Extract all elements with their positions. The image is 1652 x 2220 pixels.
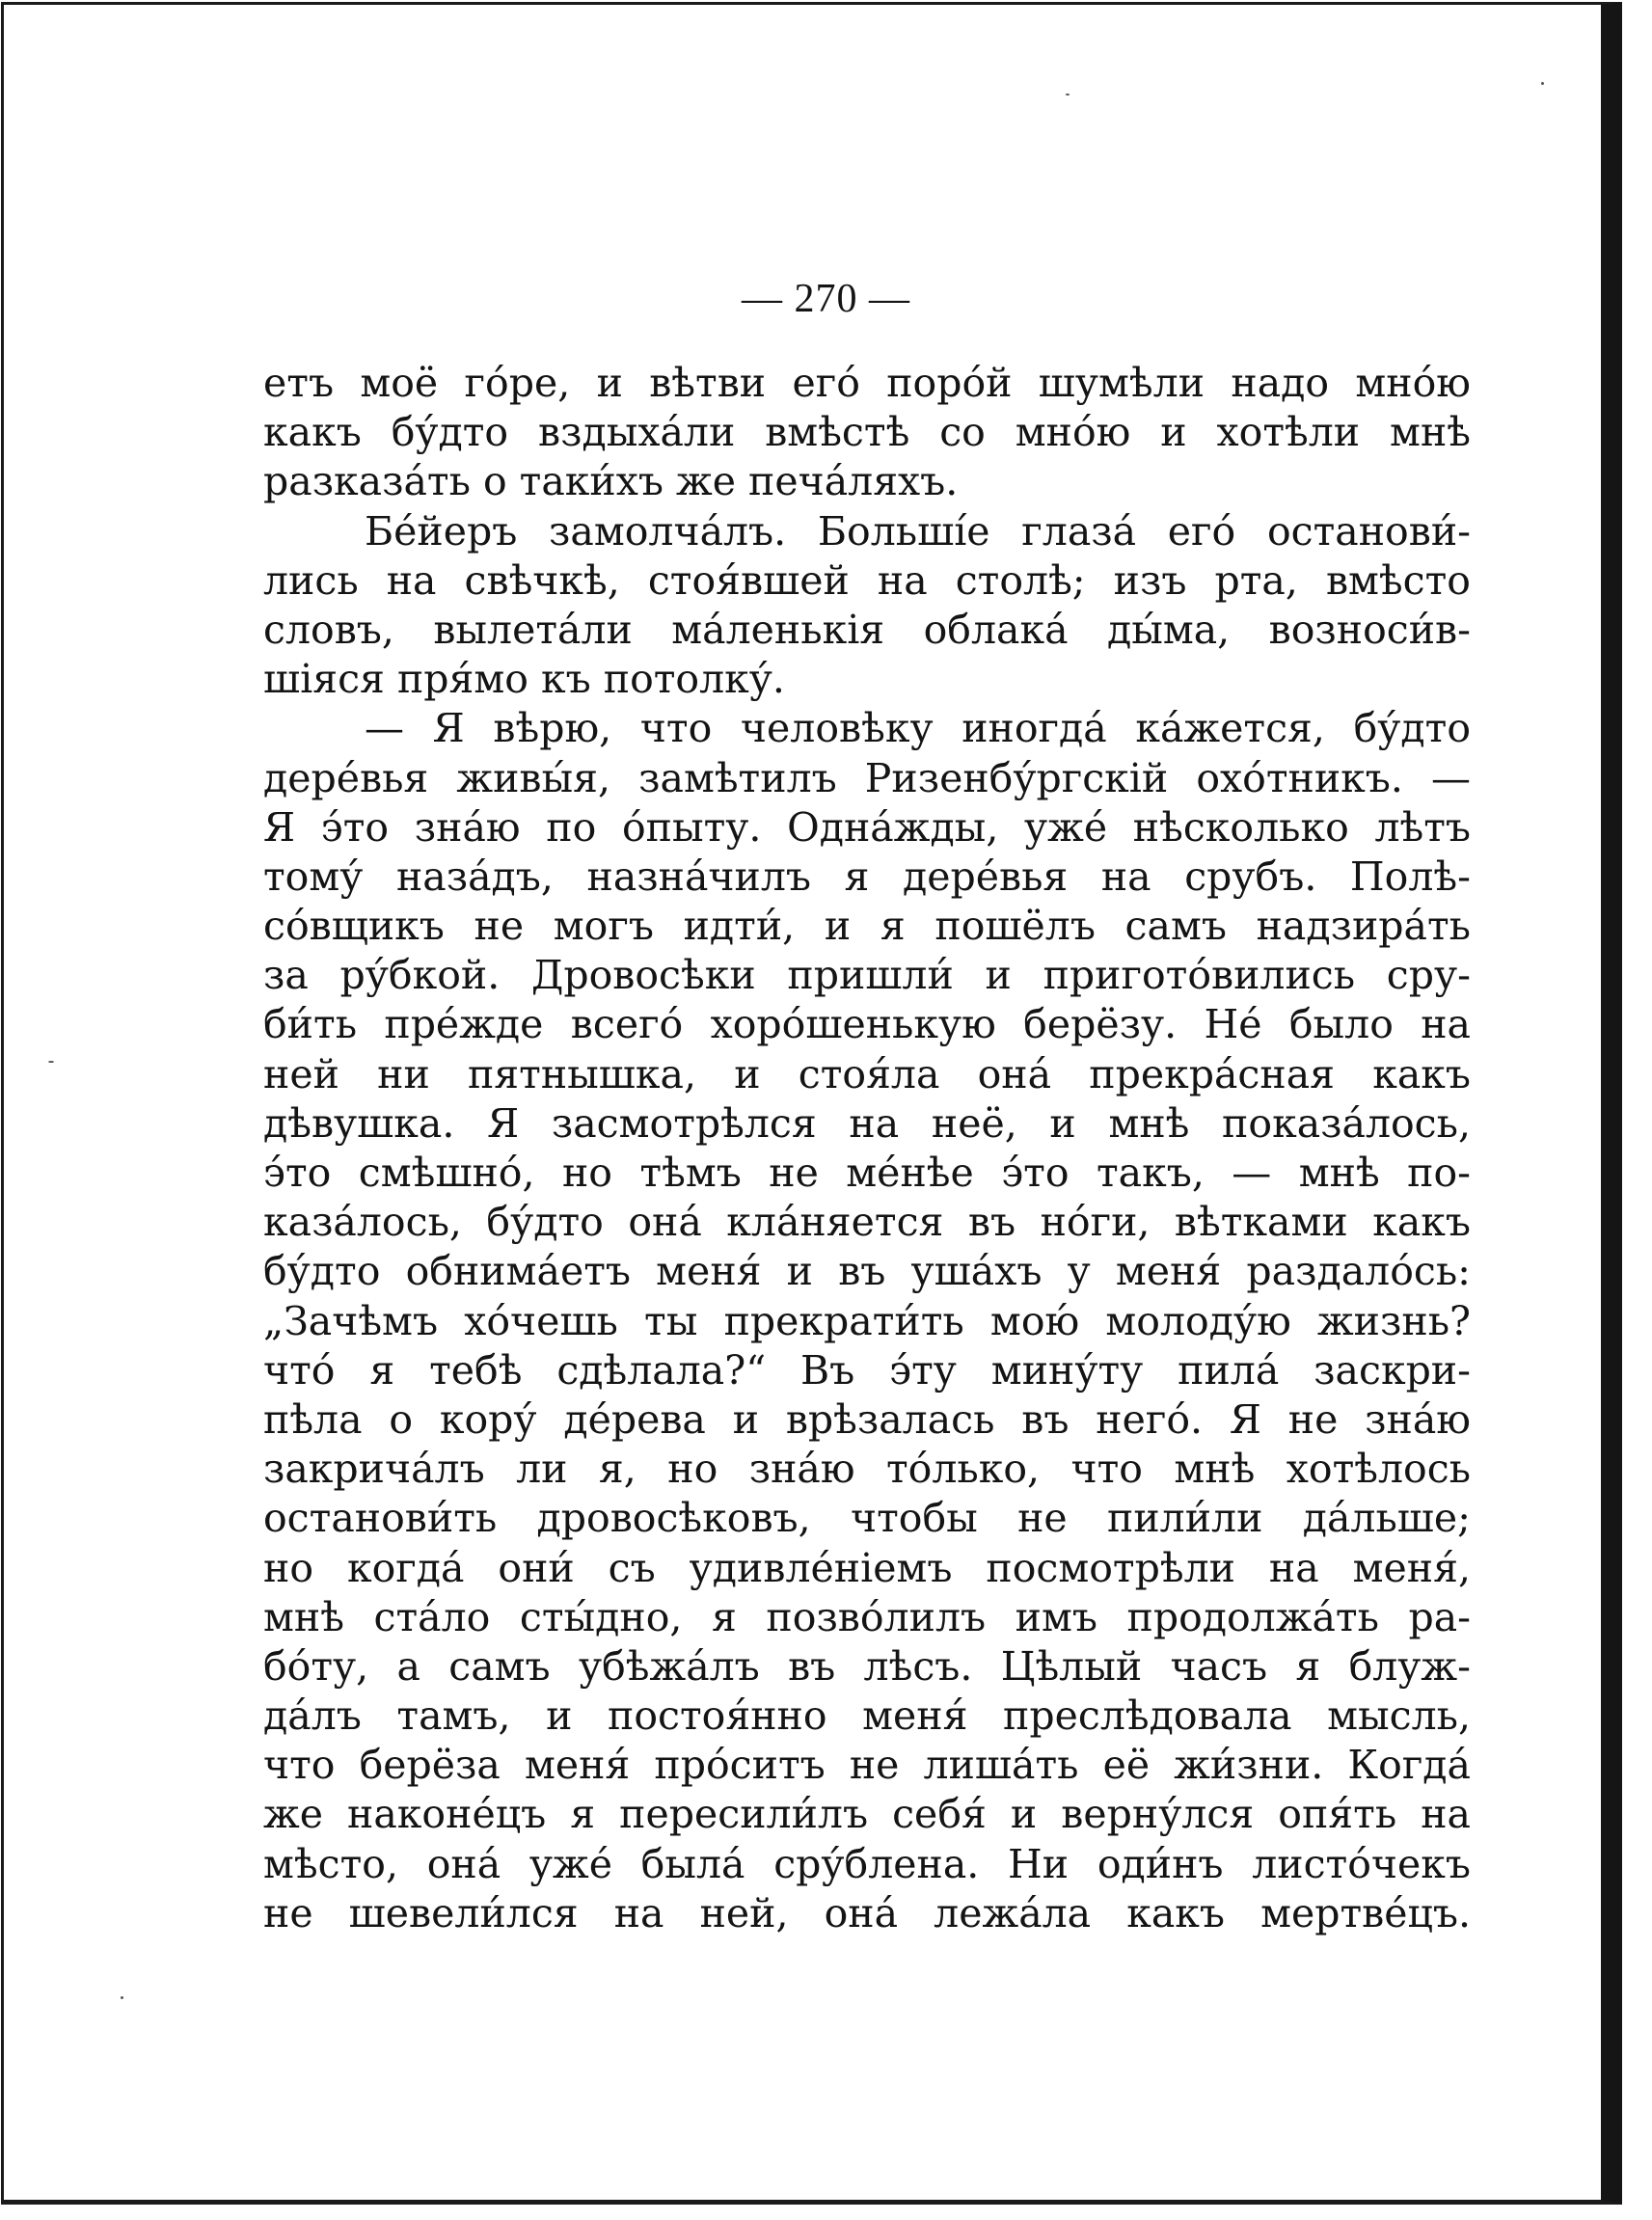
scan-speck xyxy=(121,1996,123,1999)
text-line: со́вщикъ не могъ идти́, и я пошёлъ самъ надзира́ть xyxy=(263,903,1471,950)
text-line: что́ я тебѣ сдѣлала?“ Въ э́ту мину́ту пила́ заскри- xyxy=(263,1346,1471,1394)
text-line: дере́вья живы́я, замѣтилъ Ризенбу́ргскій охо́тникъ. — xyxy=(263,754,1471,801)
text-line: Бе́йеръ замолча́лъ. Больші́е глаза́ его́ останови́- xyxy=(365,507,1471,555)
text-line: но когда́ они́ съ удивле́ніемъ посмотрѣли на меня́, xyxy=(263,1544,1471,1591)
body-text xyxy=(263,359,1471,1938)
text-line: словъ, вылета́ли ма́ленькія облака́ ды́ма, возноси́в- xyxy=(263,606,1471,653)
text-line: — Я вѣрю, что человѣку иногда́ ка́жется, бу́дто xyxy=(365,705,1471,752)
page-number: — 270 — xyxy=(742,277,910,321)
text-line: лись на свѣчкѣ, стоя́вшей на столѣ; изъ рта, вмѣсто xyxy=(263,556,1471,604)
scan-speck xyxy=(48,1061,54,1063)
text-line: ней ни пятнышка, и стоя́ла она́ прекра́сная какъ xyxy=(263,1050,1471,1097)
text-line: мнѣ ста́ло сты́дно, я позво́лилъ имъ продолжа́ть ра- xyxy=(263,1593,1471,1640)
text-line: шіяся пря́мо къ потолку́. xyxy=(263,656,785,703)
text-line: разказа́ть о таки́хъ же печа́ляхъ. xyxy=(263,458,959,505)
text-line: каза́лось, бу́дто она́ кла́няется въ но́ги, вѣтками какъ xyxy=(263,1199,1471,1246)
text-line: дѣвушка. Я засмотрѣлся на неё, и мнѣ показа́лось, xyxy=(263,1099,1471,1147)
text-line: тому́ наза́дъ, назна́чилъ я дере́вья на срубъ. Полѣ- xyxy=(263,853,1471,900)
text-line: какъ бу́дто вздыха́ли вмѣстѣ со мно́ю и хотѣли мнѣ xyxy=(263,409,1471,456)
text-line: закрича́лъ ли я, но зна́ю то́лько, что мнѣ хотѣлось xyxy=(263,1446,1471,1493)
text-line: останови́ть дровосѣковъ, чтобы не пили́ли да́льше; xyxy=(263,1495,1471,1542)
text-line: бо́ту, а самъ убѣжа́лъ въ лѣсъ. Цѣлый часъ я блуж- xyxy=(263,1642,1471,1690)
text-line: да́лъ тамъ, и постоя́нно меня́ преслѣдовала мысль, xyxy=(263,1692,1471,1740)
text-line: за ру́бкой. Дровосѣки пришли́ и пригото́вились сру- xyxy=(263,952,1471,999)
text-line: пѣла о кору́ де́рева и врѣзалась въ него́. Я не зна́ю xyxy=(263,1395,1471,1443)
text-line: Я э́то зна́ю по о́пыту. Одна́жды, уже́ нѣсколько лѣтъ xyxy=(263,803,1471,851)
text-line: би́ть пре́жде всего́ хоро́шенькую берёзу. Не́ было на xyxy=(263,1001,1471,1048)
text-line: етъ моё го́ре, и вѣтви его́ поро́й шумѣли надо мно́ю xyxy=(263,360,1471,406)
text-line: не шевели́лся на ней, она́ лежа́ла какъ мертве́цъ. xyxy=(263,1889,1471,1936)
text-line: бу́дто обнима́етъ меня́ и въ уша́хъ у меня́ раздало́сь: xyxy=(263,1248,1471,1295)
text-line: мѣсто, она́ уже́ была́ сру́блена. Ни оди́нъ листо́чекъ xyxy=(263,1840,1471,1887)
scan-speck xyxy=(1066,94,1070,95)
text-line: „Зачѣмъ хо́чешь ты прекрати́ть мою́ молоду́ю жизнь? xyxy=(263,1297,1471,1344)
text-line: э́то смѣшно́, но тѣмъ не ме́нѣе э́то такъ, — мнѣ по- xyxy=(263,1150,1471,1196)
scan-speck xyxy=(1541,82,1544,85)
text-line: же наконе́цъ я пересили́лъ себя́ и верну́лся опя́ть на xyxy=(263,1791,1471,1838)
text-line: что берёза меня́ про́ситъ не лиша́ть её жи́зни. Когда́ xyxy=(263,1742,1471,1789)
